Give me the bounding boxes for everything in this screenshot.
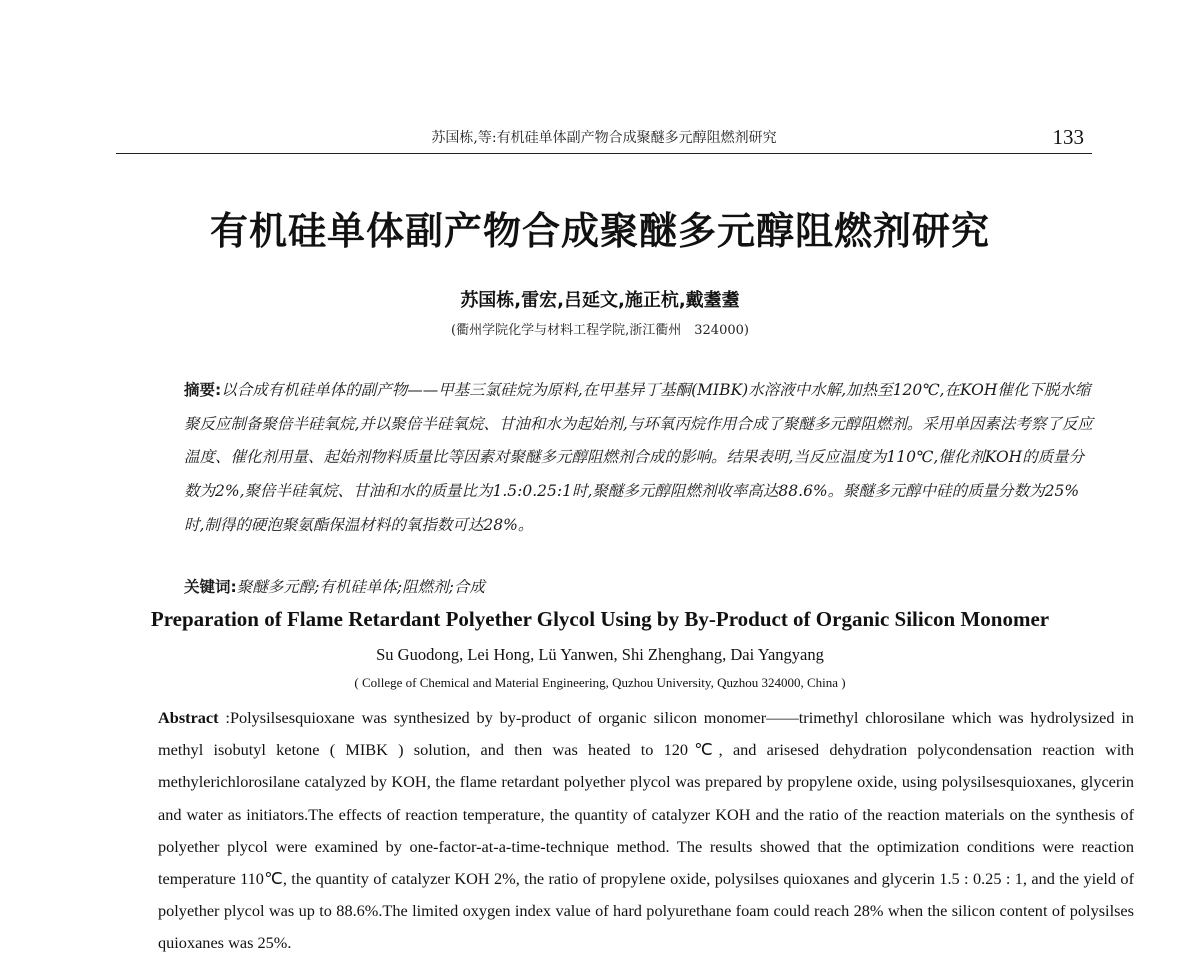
affiliation-en: ( College of Chemical and Material Engineering, Quzhou University, Quzhou 324000, China ): [354, 675, 846, 690]
paper-title-cn: 有机硅单体副产物合成聚醚多元醇阻燃剂研究: [209, 209, 990, 253]
paper-title-en: Preparation of Flame Retardant Polyether Glycol Using by By-Product of Organic Silicon Monomer: [150, 607, 1050, 631]
page-number: 133: [1052, 125, 1084, 149]
abstract-cn: [148, 374, 1096, 543]
authors-cn: 苏国栋,雷宏,吕延文,施正杭,戴耋耋: [460, 290, 740, 311]
keywords-cn-text: 聚醚多元醇;有机硅单体;阻燃剂;合成: [236, 578, 485, 596]
abstract-en-label: Abstract: [158, 708, 219, 727]
running-title: 苏国栋,等:有机硅单体副产物合成聚醚多元醇阻燃剂研究: [431, 130, 777, 146]
affiliation-cn: (衢州学院化学与材料工程学院,浙江衢州 324000): [451, 323, 749, 338]
authors-en: Su Guodong, Lei Hong, Lü Yanwen, Shi Zhenghang, Dai Yangyang: [376, 645, 824, 664]
keywords-cn-label: 关键词:: [184, 578, 237, 596]
abstract-cn-text: 以合成有机硅单体的副产物——甲基三氯硅烷为原料,在甲基异丁基酮(MIBK)水溶液中水解,加热至120℃,在KOH催化下脱水缩聚反应制备聚倍半硅氧烷,并以聚倍半硅氧烷、甘油和水为起始剂,与环氧丙烷作用合成了聚醚多元醇阻燃剂。采用单因素法考察了反应温度、催化剂用量、起始剂物料质量比等因素对聚醚多元醇阻燃剂合成的影响。结果表明,当反应温度为110℃,催化剂KOH的质量分数为2%,聚倍半硅氧烷、甘油和水的质量比为1.5:0.25:1时,聚醚多元醇阻燃剂收率高达88.6%。聚醚多元醇中硅的质量分数为25%时,制得的硬泡聚氨酯保温材料的氧指数可达28%。: [184, 381, 1093, 534]
abstract-en: [116, 702, 1134, 960]
abstract-en-text: :Polysilsesquioxane was synthesized by by-product of organic silicon monomer——trimethyl chlorosilane which was hydrolysized in methyl isobutyl ketone ( MIBK ) solution, and then was heated to 120℃, and arisesed dehydration polycondensation reaction with methylerichlorosilane catalyzed by KOH, the flame retardant polyether plycol was prepared by propylene oxide, using polysilsesquioxanes, glycerin and water as initiators.The effects of reaction temperature, the quantity of catalyzer KOH and the ratio of the reaction materials on the synthesis of polyether plycol were examined by one-factor-at-a-time-technique method. The results showed that the optimization conditions were reaction temperature 110℃, the quantity of catalyzer KOH 2%, the ratio of propylene oxide, polysilses quioxanes and glycerin 1.5 : 0.25 : 1, and the yield of polyether plycol was up to 88.6%.The limited oxygen index value of hard polyurethane foam could reach 28% when the silicon content of polysilses quioxanes was 25%.: [158, 708, 1134, 953]
keywords-cn: [184, 575, 1060, 597]
abstract-cn-label: 摘要:: [184, 381, 222, 399]
running-header: [116, 125, 1092, 154]
